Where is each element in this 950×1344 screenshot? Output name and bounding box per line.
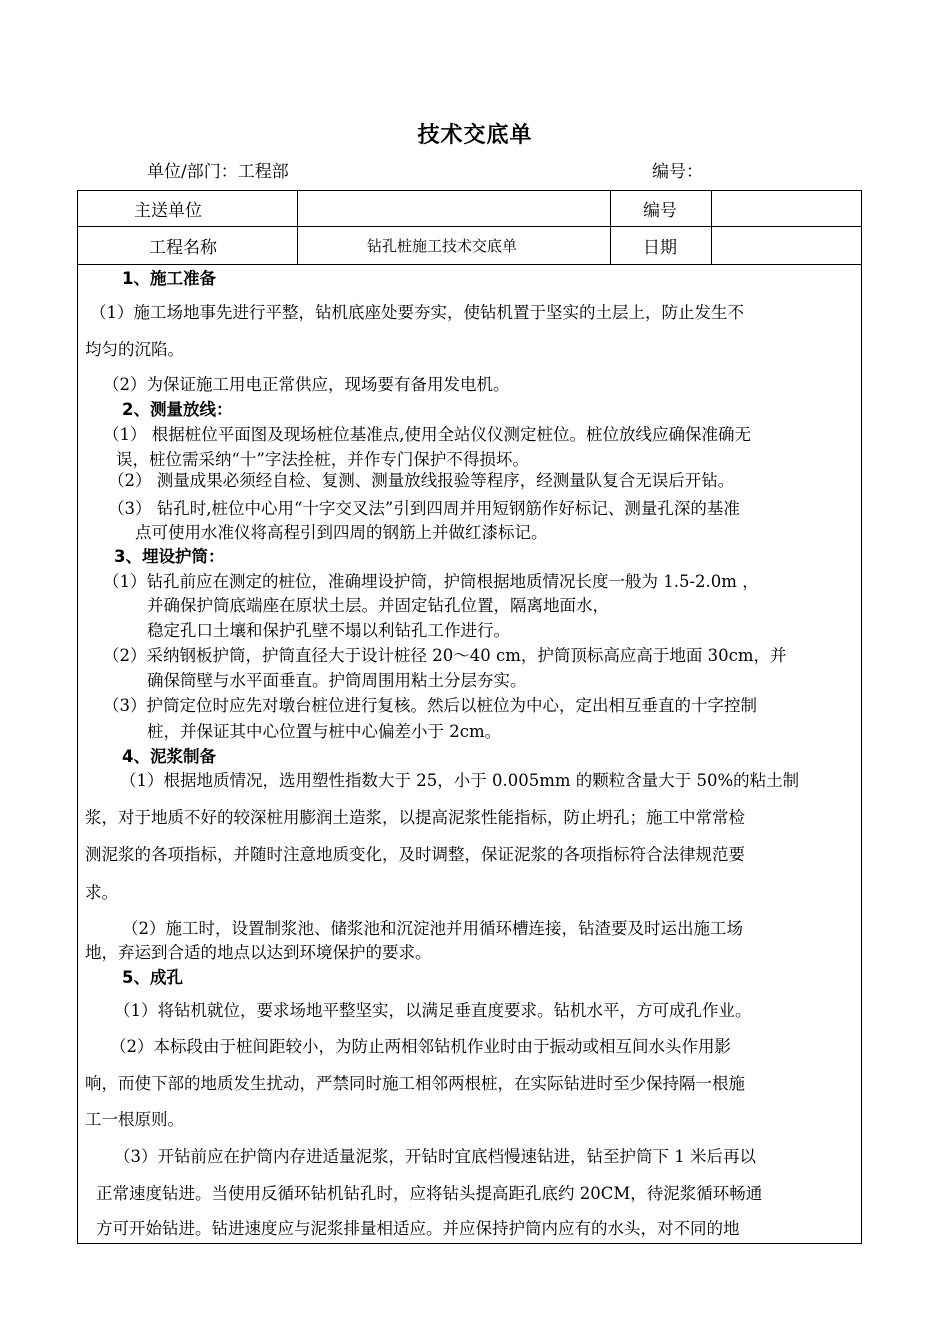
section-1-para-1-line-1: （1）施工场地事先进行平整，钻机底座处要夯实，使钻机置于坚实的土层上，防止发生不 (90, 303, 744, 322)
recipient-unit-label: 主送单位 (134, 201, 202, 221)
section-3-para-3-line-2: 桩，并保证其中心位置与桩中心偏差小于 2cm。 (147, 722, 502, 741)
date-label: 日期 (643, 238, 677, 258)
document-title: 技术交底单 (417, 122, 533, 148)
section-5-para-3-line-3: 方可开始钻进。钻进速度应与泥浆排量相适应。并应保持护筒内应有的水头，对不同的地 (96, 1219, 740, 1238)
section-4-para-2-line-2: 地，弃运到合适的地点以达到环境保护的要求。 (85, 943, 432, 962)
unit-department-label: 单位/部门：工程部 (147, 162, 289, 182)
section-2-para-3-line-1: （3） 钻孔时,桩位中心用“十字交叉法”引到四周并用短钢筋作好标记、测量孔深的基准 (108, 499, 740, 518)
section-2-para-3-line-2: 点可使用水准仪将高程引到四周的钢筋上并做红漆标记。 (135, 523, 548, 542)
document-frame (77, 190, 862, 1244)
section-3-para-3-line-1: （3）护筒定位时应先对墩台桩位进行复核。然后以桩位为中心，定出相互垂直的十字控制 (103, 696, 757, 715)
section-1-para-1-line-2: 均匀的沉陷。 (85, 340, 184, 359)
section-4-para-2-line-1: （2）施工时，设置制浆池、储浆池和沉淀池并用循环槽连接，钻渣要及时运出施工场 (122, 919, 743, 938)
section-5-para-3-line-2: 正常速度钻进。当使用反循环钻机钻孔时，应将钻头提高距孔底约 20CM，待泥浆循环畅通 (96, 1184, 763, 1203)
technical-content (78, 191, 861, 1243)
section-3-title: 3、埋设护筒： (114, 547, 225, 566)
section-1-para-2: （2）为保证施工用电正常供应，现场要有备用发电机。 (103, 375, 510, 394)
section-2-para-2: （2） 测量成果必须经自检、复测、测量放线报验等程序，经测量队复合无误后开钻。 (108, 471, 735, 490)
section-3-para-2-line-1: （2）采纳钢板护筒，护筒直径大于设计桩径 20～40 cm，护筒顶标高应高于地面 30cm，并 (103, 646, 787, 665)
section-2-para-1-line-1: （1） 根据桩位平面图及现场桩位基准点,使用全站仪仪测定桩位。桩位放线应确保准确无 (103, 425, 751, 444)
section-5-para-2-line-1: （2）本标段由于桩间距较小，为防止两相邻钻机作业时由于振动或相互间水头作用影 (110, 1037, 731, 1056)
section-3-para-2-line-2: 确保筒壁与水平面垂直。护筒周围用粘土分层夯实。 (147, 671, 527, 690)
section-3-para-1-line-1: （1）钻孔前应在测定的桩位，准确埋设护筒，护筒根据地质情况长度一般为 1.5-2.0m ， (103, 572, 759, 591)
section-3-para-1-line-2: 并确保护筒底端座在原状土层。并固定钻孔位置，隔离地面水， (147, 596, 609, 615)
section-4-para-1-line-1: （1）根据地质情况，选用塑性指数大于 25，小于 0.005mm 的颗粒含量大于 50%的粘土制 (120, 771, 800, 790)
section-2-para-1-line-2: 误，桩位需采纳“十”字法拴桩，并作专门保护不得损坏。 (116, 450, 529, 469)
section-2-title: 2、测量放线： (122, 400, 233, 419)
section-5-title: 5、成孔 (122, 968, 183, 987)
section-1-title: 1、施工准备 (122, 269, 216, 288)
project-name-label: 工程名称 (149, 238, 217, 258)
section-3-para-1-line-3: 稳定孔口土壤和保护孔壁不塌以利钻孔工作进行。 (147, 621, 510, 640)
section-4-title: 4、泥浆制备 (122, 747, 216, 766)
section-5-para-2-line-2: 响，而使下部的地质发生扰动，严禁同时施工相邻两根桩，在实际钻进时至少保持隔一根施 (85, 1074, 745, 1093)
section-4-para-1-line-2: 浆，对于地质不好的较深桩用膨润土造浆，以提高泥浆性能指标，防止坍孔；施工中常常检 (85, 808, 745, 827)
project-name-value: 钻孔桩施工技术交底单 (367, 237, 518, 255)
section-4-para-1-line-4: 求。 (85, 883, 118, 902)
section-5-para-3-line-1: （3）开钻前应在护筒内存进适量泥浆，开钻时宜底档慢速钻进，钻至护筒下 1 米后再以 (114, 1147, 756, 1166)
section-5-para-1: （1）将钻机就位，要求场地平整坚实，以满足垂直度要求。钻机水平，方可成孔作业。 (114, 1001, 752, 1020)
document-number-label: 编号： (652, 162, 703, 182)
section-4-para-1-line-3: 测泥浆的各项指标，并随时注意地质变化，及时调整，保证泥浆的各项指标符合法律规范要 (85, 845, 745, 864)
serial-number-label: 编号 (643, 201, 677, 221)
section-5-para-2-line-3: 工一根原则。 (85, 1110, 184, 1129)
